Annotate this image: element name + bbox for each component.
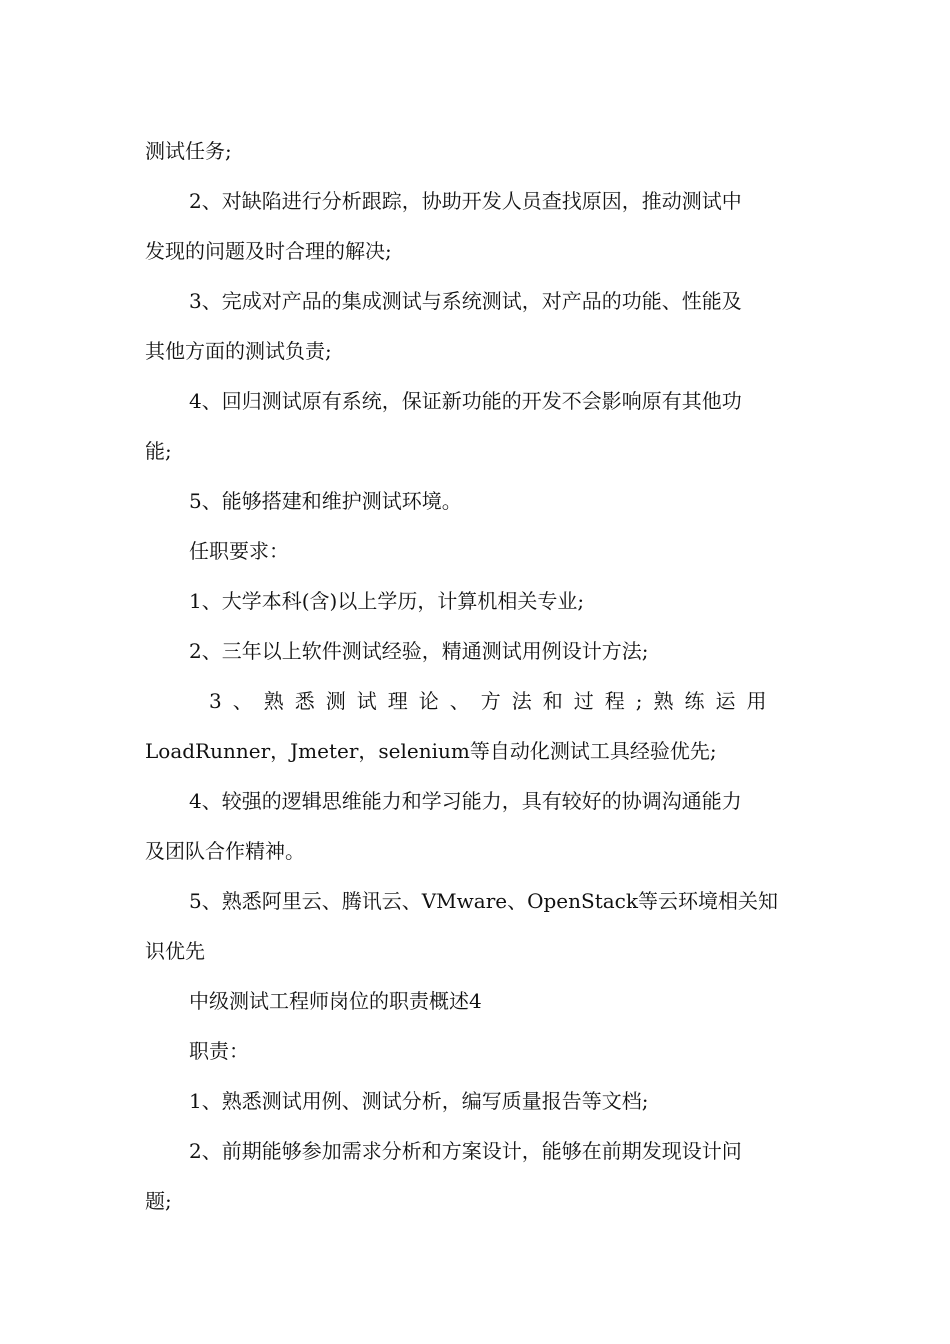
text-line: 其他方面的测试负责; — [145, 339, 332, 363]
text-line: 1、大学本科(含)以上学历，计算机相关专业; — [189, 589, 585, 613]
text-line: 2、前期能够参加需求分析和方案设计，能够在前期发现设计问 — [189, 1139, 742, 1163]
document-body — [145, 126, 807, 1226]
text-line: 测试任务; — [145, 139, 232, 163]
text-line: LoadRunner，Jmeter，selenium等自动化测试工具经验优先; — [145, 739, 717, 763]
text-line: 1、熟悉测试用例、测试分析，编写质量报告等文档; — [189, 1089, 649, 1113]
text-line: 题; — [145, 1189, 172, 1213]
text-line: 2、对缺陷进行分析跟踪，协助开发人员查找原因，推动测试中 — [189, 189, 742, 213]
section-label: 职责： — [189, 1039, 249, 1063]
text-line: 2、三年以上软件测试经验，精通测试用例设计方法; — [189, 639, 649, 663]
section-label: 任职要求： — [189, 539, 289, 563]
text-line: 5、熟悉阿里云、腾讯云、VMware、OpenStack等云环境相关知 — [189, 889, 778, 913]
text-line: 识优先 — [145, 939, 205, 963]
text-line: 3、完成对产品的集成测试与系统测试，对产品的功能、性能及 — [189, 289, 742, 313]
text-line: 能; — [145, 439, 172, 463]
text-line: 3、熟悉测试理论、方法和过程;熟练运用 — [209, 689, 778, 713]
text-line: 4、较强的逻辑思维能力和学习能力，具有较好的协调沟通能力 — [189, 789, 742, 813]
text-line: 及团队合作精神。 — [145, 839, 305, 863]
text-line: 4、回归测试原有系统，保证新功能的开发不会影响原有其他功 — [189, 389, 742, 413]
section-heading: 中级测试工程师岗位的职责概述4 — [189, 989, 482, 1013]
text-line: 发现的问题及时合理的解决; — [145, 239, 392, 263]
text-line: 5、能够搭建和维护测试环境。 — [189, 489, 462, 513]
